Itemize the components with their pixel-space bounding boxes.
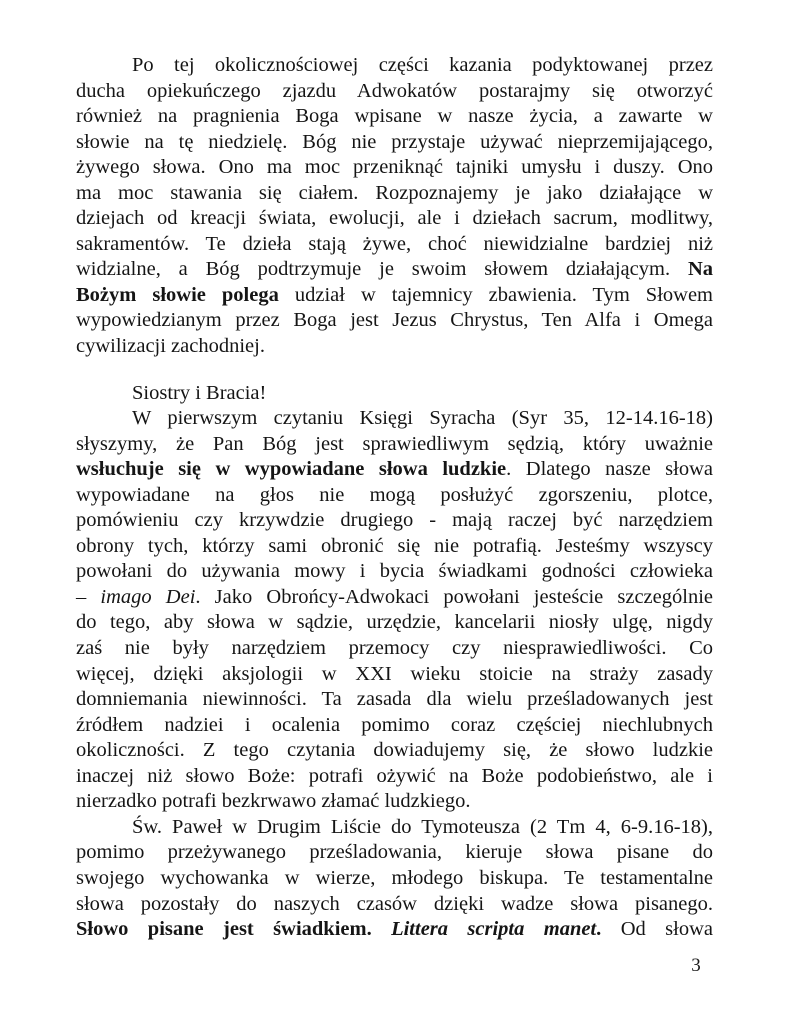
- text-run: zaś nie były narzędziem przemocy czy niesprawiedliwości. Co: [76, 637, 713, 660]
- text-run: Słowo pisane jest świadkiem.: [76, 918, 392, 941]
- text-line: [76, 866, 713, 892]
- text-run: . Dlatego nasze słowa: [506, 458, 713, 481]
- text-run: . Jako Obrońcy-Adwokaci powołani jesteście szczególnie: [195, 585, 713, 608]
- text-line: [76, 232, 713, 258]
- text-run: Bożym słowie polega: [76, 283, 279, 306]
- text-run: źródłem nadziei i ocalenia pomimo coraz częściej niechlubnych: [76, 713, 713, 736]
- text-run: również na pragnienia Boga wpisane w nasze życia, a zawarte w: [76, 105, 713, 128]
- text-line: [76, 713, 713, 739]
- text-run: wypowiadane na głos nie mogą posłużyć zgorszeniu, plotce,: [76, 483, 713, 506]
- text-run: Po tej okolicznościowej części kazania podyktowanej przez: [132, 54, 713, 76]
- text-line: [76, 206, 713, 232]
- text-line: [76, 508, 713, 534]
- text-line: [76, 79, 713, 105]
- text-line: [76, 334, 713, 360]
- text-run: cywilizacji zachodniej.: [76, 335, 265, 358]
- text-run: –: [76, 585, 101, 608]
- text-run: .: [596, 918, 602, 941]
- text-run: obrony tych, którzy sami obronić się nie potrafią. Jesteśmy wszyscy: [76, 534, 713, 557]
- text-run: wsłuchuje się w wypowiadane słowa ludzkie: [76, 458, 507, 481]
- text-run: pomówieniu czy krzywdzie drugiego - mają raczej być narzędziem: [76, 509, 713, 532]
- text-run: powołani do używania mowy i bycia świadkami godności człowieka: [76, 560, 713, 583]
- text-line: [76, 738, 713, 764]
- text-run: wypowiedzianym przez Boga jest Jezus Chrystus, Ten Alfa i Omega: [76, 309, 713, 332]
- text-line: [76, 432, 713, 458]
- text-line: [76, 892, 713, 918]
- text-run: udział w tajemnicy zbawienia. Tym Słowem: [278, 283, 713, 306]
- text-run: widzialne, a Bóg podtrzymuje je swoim słowem działającym.: [76, 258, 688, 281]
- text-line: [76, 662, 713, 688]
- text-run: ducha opiekuńczego zjazdu Adwokatów postarajmy się otworzyć: [76, 79, 713, 102]
- text-line: [76, 636, 713, 662]
- text-line: [76, 457, 713, 483]
- text-line: [76, 181, 713, 207]
- text-line: [76, 840, 713, 866]
- text-run: domniemania niewinności. Ta zasada dla wielu prześladowanych jest: [76, 688, 713, 711]
- text-line: [76, 559, 713, 585]
- text-run: Na: [687, 258, 713, 281]
- text-run: słyszymy, że Pan Bóg jest sprawiedliwym sędzią, który uważnie: [76, 432, 713, 455]
- text-line: [76, 610, 713, 636]
- page-number: 3: [691, 955, 701, 976]
- text-run: Św. Paweł w Drugim Liście do Tymoteusza (2 Tm 4, 6-9.16-18),: [132, 815, 713, 838]
- text-line: [76, 585, 713, 611]
- text-line: [76, 283, 713, 309]
- text-line: [76, 155, 713, 181]
- text-line: [76, 687, 713, 713]
- text-run: ma moc stawania się ciałem. Rozpoznajemy je jako działające w: [76, 181, 713, 204]
- text-run: pomimo przeżywanego prześladowania, kieruje słowa pisane do: [76, 841, 713, 864]
- text-line: [76, 130, 713, 156]
- text-line: [76, 764, 713, 790]
- text-run: swojego wychowanka w wierze, młodego biskupa. Te testamentalne: [76, 866, 713, 889]
- text-run: żywego słowa. Ono ma moc przeniknąć tajniki umysłu i duszy. Ono: [76, 156, 713, 179]
- text-run: okoliczności. Z tego czytania dowiadujemy się, że słowo ludzkie: [76, 739, 713, 762]
- text-run: więcej, dzięki aksjologii w XXI wieku stoicie na straży zasady: [76, 662, 713, 685]
- text-run: imago Dei: [100, 585, 196, 608]
- text-run: inaczej niż słowo Boże: potrafi ożywić na Boże podobieństwo, ale i: [76, 764, 713, 787]
- text-line: [76, 53, 713, 79]
- text-run: Siostry i Bracia!: [132, 381, 267, 404]
- text-run: dziejach od kreacji świata, ewolucji, ale i dziełach sacrum, modlitwy,: [76, 207, 713, 230]
- text-run: sakramentów. Te dzieła stają żywe, choć niewidzialne bardziej niż: [76, 232, 713, 255]
- text-line: [76, 104, 713, 130]
- text-run: W pierwszym czytaniu Księgi Syracha (Syr 35, 12-14.16-18): [132, 407, 713, 430]
- text-line: [76, 534, 713, 560]
- text-line: [76, 917, 713, 943]
- text-run: słowie na tę niedzielę. Bóg nie przystaje używać nieprzemijającego,: [76, 130, 713, 153]
- text-run: nierzadko potrafi bezkrwawo złamać ludzkiego.: [76, 790, 471, 813]
- text-block: [76, 53, 713, 943]
- text-line: [76, 381, 713, 407]
- text-line: [76, 815, 713, 841]
- text-line: [76, 308, 713, 334]
- paragraph-spacer: [76, 360, 713, 381]
- text-run: słowa pozostały do naszych czasów dzięki wadze słowa pisanego.: [76, 892, 713, 915]
- text-run: do tego, aby słowa w sądzie, urzędzie, kancelarii niosły ulgę, nigdy: [76, 611, 713, 634]
- text-line: [76, 483, 713, 509]
- text-line: [76, 406, 713, 432]
- text-run: Od słowa: [601, 918, 713, 941]
- text-line: [76, 257, 713, 283]
- text-line: [76, 789, 713, 815]
- text-run: Littera scripta manet: [391, 918, 597, 941]
